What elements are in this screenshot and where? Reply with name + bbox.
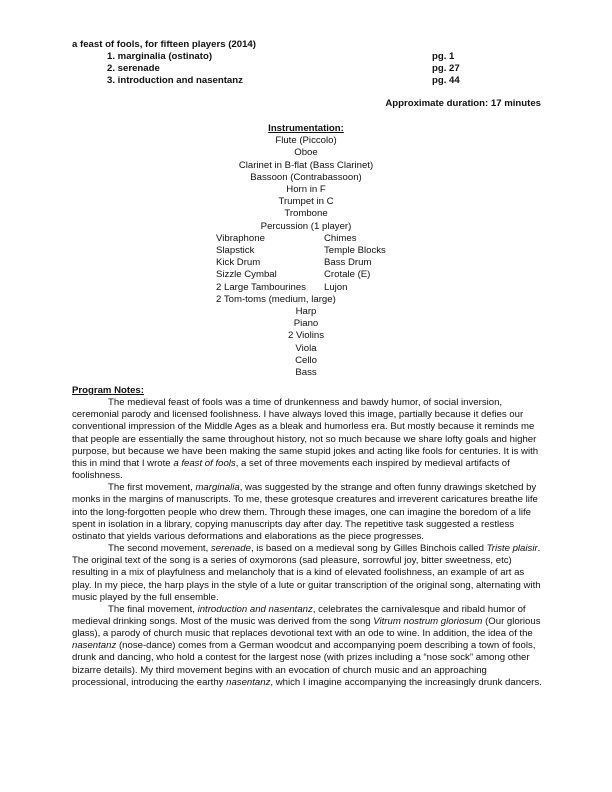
toc-movement-title: 1. marginalia (ostinato)	[107, 51, 213, 62]
paragraph-text: (nose-dance) comes from a German woodcut and accompanying poem describing a town of fools, drunk and dancing, who hold a contest for the largest nose (with prizes including a “nose sock” among other bizarre details). My third movement begins with an evocation of church music and an approaching processional, introducing the earthy	[72, 640, 536, 688]
work-title-ref: a feast of fools	[173, 457, 236, 469]
term-ref: nasentanz	[226, 676, 271, 688]
instrument-item: Bass	[295, 366, 317, 378]
term-ref: nasentanz	[72, 640, 117, 652]
instrument-item: Trombone	[284, 208, 328, 220]
percussion-item: Crotale (E)	[324, 269, 371, 281]
percussion-item: Bass Drum	[324, 257, 372, 269]
movement-title-ref: serenade	[210, 543, 251, 555]
percussion-row	[216, 294, 436, 306]
toc-page-number: pg. 27	[432, 63, 460, 75]
toc-movement-title: 3. introduction and nasentanz	[107, 75, 243, 87]
percussion-item: Vibraphone	[216, 232, 265, 244]
percussion-item: Slapstick	[216, 245, 255, 257]
program-notes	[72, 385, 542, 689]
instrument-item: 2 Violins	[287, 330, 325, 342]
paragraph-text: , is based on a medieval song by Gilles Binchois called	[250, 543, 487, 555]
notes-paragraph	[72, 543, 542, 604]
song-title-ref: Vitrum nostrum gloriosum	[373, 615, 483, 627]
toc-row	[107, 75, 467, 87]
table-of-contents	[107, 51, 467, 88]
toc-page-number: pg. 44	[432, 75, 460, 87]
percussion-row	[216, 269, 436, 281]
paragraph-text: The second movement,	[108, 543, 211, 555]
paragraph-text: The medieval feast of fools was a time of drunkenness and bawdy humor, of social inversion, ceremonial parody and licensed foolishness. I have always loved this image, partially because it defies our conventional impression of the Middle Ages as a bleak and humorless era. But mostly because it reminds me that people are essentially the same throughout history, not so much because we share lofty goals and higher purpose, but because we have been making the same stupid jokes and acting like fools for centuries. It is with this in mind that I wrote	[72, 397, 539, 469]
instrument-item: Horn in F	[286, 184, 326, 196]
percussion-list	[216, 233, 436, 306]
paragraph-text: , celebrates the carnivalesque and ribald humor of medieval drinking songs. Most of the music was derived from the song	[72, 603, 526, 627]
percussion-item: 2 Tom-toms (medium, large)	[216, 293, 336, 305]
paragraph-text: , which I imagine accompanying the increasingly drunk dancers.	[270, 676, 542, 688]
paragraph-text: . The original text of the song is a series of oxymorons (sad pleasure, sorrowful joy, bitter sweetness, etc) resulting in a mix of playfulness and melancholy that is a kind of elevated foolishness, an example of art as play. In my piece, the harp plays in the style of a lute or guitar transcription of the original song, alternating with music played by the full ensemble.	[72, 543, 541, 603]
song-title-ref: Triste plaisir	[486, 543, 538, 555]
instrument-item: Harp	[295, 305, 317, 317]
instrument-item: Cello	[295, 354, 317, 366]
percussion-row	[216, 233, 436, 245]
percussion-item: Lujon	[324, 281, 348, 293]
instrument-item: Trumpet in C	[278, 196, 334, 208]
paragraph-text: The final movement,	[108, 603, 198, 615]
instrumentation-section	[0, 123, 612, 379]
percussion-item: Kick Drum	[216, 257, 261, 269]
percussion-row	[216, 245, 436, 257]
toc-page-number: pg. 1	[432, 51, 455, 62]
instrument-item: Percussion (1 player)	[260, 220, 352, 232]
toc-movement-title: 2. serenade	[107, 63, 160, 75]
notes-paragraph	[72, 604, 542, 689]
instrumentation-heading: Instrumentation:	[268, 123, 344, 134]
program-notes-heading: Program Notes:	[72, 385, 144, 396]
movement-title-ref: marginalia	[195, 482, 240, 494]
notes-paragraph	[72, 482, 542, 543]
paragraph-text: The first movement,	[108, 482, 196, 494]
instrument-item: Oboe	[294, 147, 318, 159]
paragraph-text: (Our glorious glass), a parody of church music that replaces devotional text with an ode to wine. In addition, the idea of the	[72, 615, 541, 640]
instrument-item: Viola	[295, 342, 317, 354]
percussion-item: Sizzle Cymbal	[216, 269, 277, 281]
notes-paragraph	[72, 397, 542, 482]
paragraph-text: , was suggested by the strange and often funny drawings sketched by monks in the margins of manuscripts. To me, these grotesque creatures and irreverent caricatures breathe life into the long-forgotten people who drew them. Through these images, one can imagine the boredom of a life spent in isolation in a library, copying manuscripts day after day. The repetitive task suggested a restless ostinato that yields various deformations and elaborations as the piece progresses.	[72, 482, 538, 542]
work-title: a feast of fools, for fifteen players (2014)	[72, 39, 256, 50]
toc-row	[107, 63, 467, 75]
percussion-item: 2 Large Tambourines	[216, 281, 306, 293]
instrument-item: Clarinet in B-flat (Bass Clarinet)	[238, 159, 374, 171]
percussion-item: Chimes	[324, 232, 357, 244]
paragraph-text: , a set of three movements each inspired by medieval artifacts of foolishness.	[72, 457, 510, 482]
instrument-item: Bassoon (Contrabassoon)	[250, 171, 362, 183]
movement-title-ref: introduction and nasentanz	[197, 603, 313, 615]
percussion-item: Temple Blocks	[324, 245, 386, 257]
duration-label: Approximate duration: 17 minutes	[385, 98, 541, 109]
instrument-item: Flute (Piccolo)	[275, 135, 337, 147]
toc-row	[107, 51, 467, 63]
percussion-row	[216, 282, 436, 294]
instrument-item: Piano	[293, 318, 319, 330]
percussion-row	[216, 257, 436, 269]
